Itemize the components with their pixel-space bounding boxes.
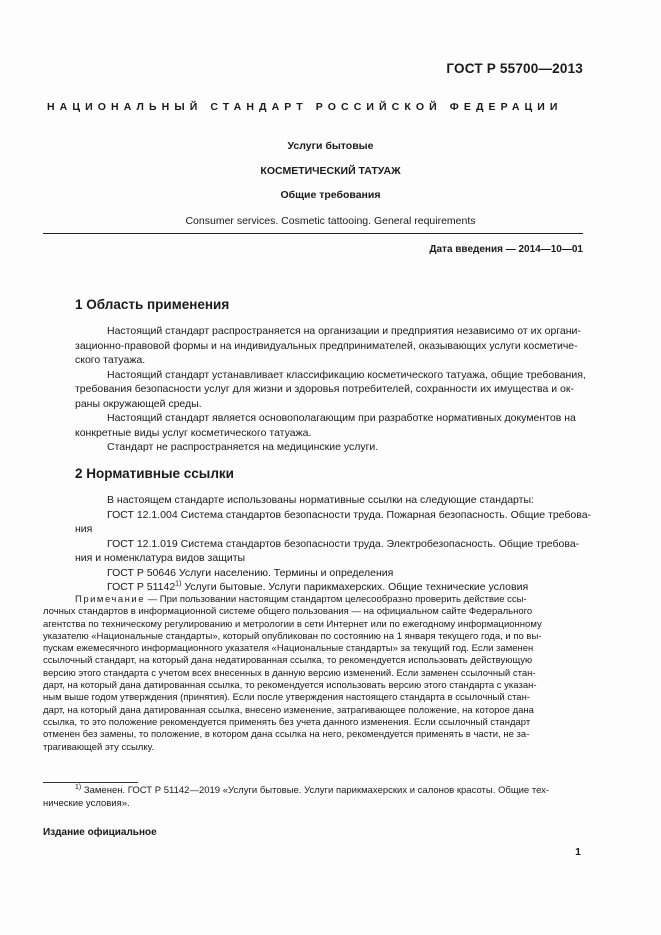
s1-line: Настоящий стандарт является основополагающим при разработке нормативных документов на bbox=[107, 412, 576, 424]
s2-line-last-ref bbox=[107, 580, 584, 595]
note-line: версию этого стандарта с учетом всех внесенных в данную версию изменений. Если заменен ссылочный стан- bbox=[43, 667, 536, 679]
title-main: КОСМЕТИЧЕСКИЙ ТАТУАЖ bbox=[260, 165, 401, 177]
national-standard-banner: НАЦИОНАЛЬНЫЙ СТАНДАРТ РОССИЙСКОЙ ФЕДЕРАЦИИ bbox=[47, 101, 563, 113]
footnote-text: Заменен. ГОСТ Р 51142—2019 «Услуги бытовые. Услуги парикмахерских и салонов красоты. Общие тех- bbox=[81, 785, 550, 796]
page-number: 1 bbox=[575, 846, 581, 858]
note-line: отменен без замены, то положение, в котором дана ссылка на него, рекомендуется применять в части, не за- bbox=[43, 729, 530, 741]
note-line: ссылка, то это положение рекомендуется применять без учета данного изменения. Если ссылочный стандарт bbox=[43, 716, 531, 728]
document-code: ГОСТ Р 55700—2013 bbox=[446, 61, 583, 76]
note-line: дарт, на который дана датированная ссылка, то рекомендуется использовать версию этого стандарта с указан- bbox=[43, 680, 537, 692]
s2-line: ния и номенклатура видов защиты bbox=[75, 552, 246, 564]
section-2-heading: 2 Нормативные ссылки bbox=[75, 466, 234, 481]
s2-line: В настоящем стандарте использованы нормативные ссылки на следующие стандарты: bbox=[107, 494, 534, 506]
note-line: ным выше годом утверждения (принятия). Если после утверждения настоящего стандарта в ссылочный стан- bbox=[43, 692, 531, 704]
s1-line: Стандарт не распространяется на медицинские услуги. bbox=[107, 441, 379, 453]
s1-line: требования безопасности услуг для жизни и здоровья потребителей, сохранности их имущества и ок- bbox=[75, 383, 574, 395]
s1-line: конкретные виды услуг косметического татуажа. bbox=[75, 426, 312, 439]
s2-line: ГОСТ 12.1.019 Система стандартов безопасности труда. Электробезопасность. Общие требова- bbox=[107, 537, 580, 550]
footnote-divider bbox=[43, 782, 138, 783]
s1-line: ского татуажа. bbox=[75, 354, 146, 366]
footnote-line: нические условия». bbox=[43, 797, 130, 809]
s1-line: Настоящий стандарт устанавливает классификацию косметического татуажа, общие требования, bbox=[107, 368, 586, 381]
note-line: агентства по техническому регулированию и метрологии в сети Интернет или по ежегодному информационному bbox=[43, 618, 542, 630]
note-line: ссылочный стандарт, на который дана недатированная ссылка, то рекомендуется использовать действующую bbox=[43, 655, 533, 667]
note-label: Примечание bbox=[75, 594, 145, 605]
footnote bbox=[43, 785, 584, 810]
footnote-marker: 1) bbox=[75, 783, 82, 791]
note-text: — При пользовании настоящим стандартом целесообразно проверить действие ссы- bbox=[145, 594, 527, 605]
s1-line: Настоящий стандарт распространяется на организации и предприятия независимо от их органи- bbox=[107, 325, 581, 337]
section-2-body bbox=[75, 493, 592, 595]
footnote-line bbox=[43, 785, 584, 798]
section-1-heading: 1 Область применения bbox=[75, 297, 230, 312]
s1-line: раны окружающей среды. bbox=[75, 397, 202, 410]
s2-line: ГОСТ 12.1.004 Система стандартов безопасности труда. Пожарная безопасность. Общие требова- bbox=[107, 508, 592, 521]
note-line: указателю «Национальные стандарты», который опубликован по состоянию на 1 января текущего года, и по вы- bbox=[43, 630, 542, 642]
note-line bbox=[43, 594, 584, 606]
intro-date: Дата введения — 2014—10—01 bbox=[429, 244, 583, 255]
title-sub: Общие требования bbox=[280, 189, 381, 201]
footnote-marker: 1) bbox=[175, 580, 182, 588]
title-divider bbox=[43, 233, 583, 234]
s2-line: ния bbox=[75, 523, 93, 535]
title-category: Услуги бытовые bbox=[287, 140, 374, 152]
section-1-body bbox=[75, 324, 586, 455]
s2-line: ГОСТ Р 50646 Услуги населению. Термины и определения bbox=[107, 566, 394, 579]
note-block bbox=[43, 594, 584, 754]
s1-line: зационно-правовой формы и на индивидуальных предпринимателей, оказывающих услуги косметиче- bbox=[75, 339, 578, 352]
ref-code: ГОСТ Р 51142 bbox=[107, 581, 176, 593]
note-line: лочных стандартов в информационной системе общего пользования — на официальном сайте Федерального bbox=[43, 606, 533, 618]
note-line: трагивающей эту ссылку. bbox=[43, 741, 155, 753]
note-line: дарт, на который дана датированная ссылка, внесено изменение, затрагивающее положение, на которое дана bbox=[43, 704, 534, 716]
note-line: пускам ежемесячного информационного указателя «Национальные стандарты» за текущий год. Если заменен bbox=[43, 643, 534, 655]
title-english: Consumer services. Cosmetic tattooing. General requirements bbox=[185, 215, 476, 227]
official-edition-label: Издание официальное bbox=[43, 827, 157, 838]
ref-title: Услуги бытовые. Услуги парикмахерских. Общие технические условия bbox=[181, 581, 529, 593]
